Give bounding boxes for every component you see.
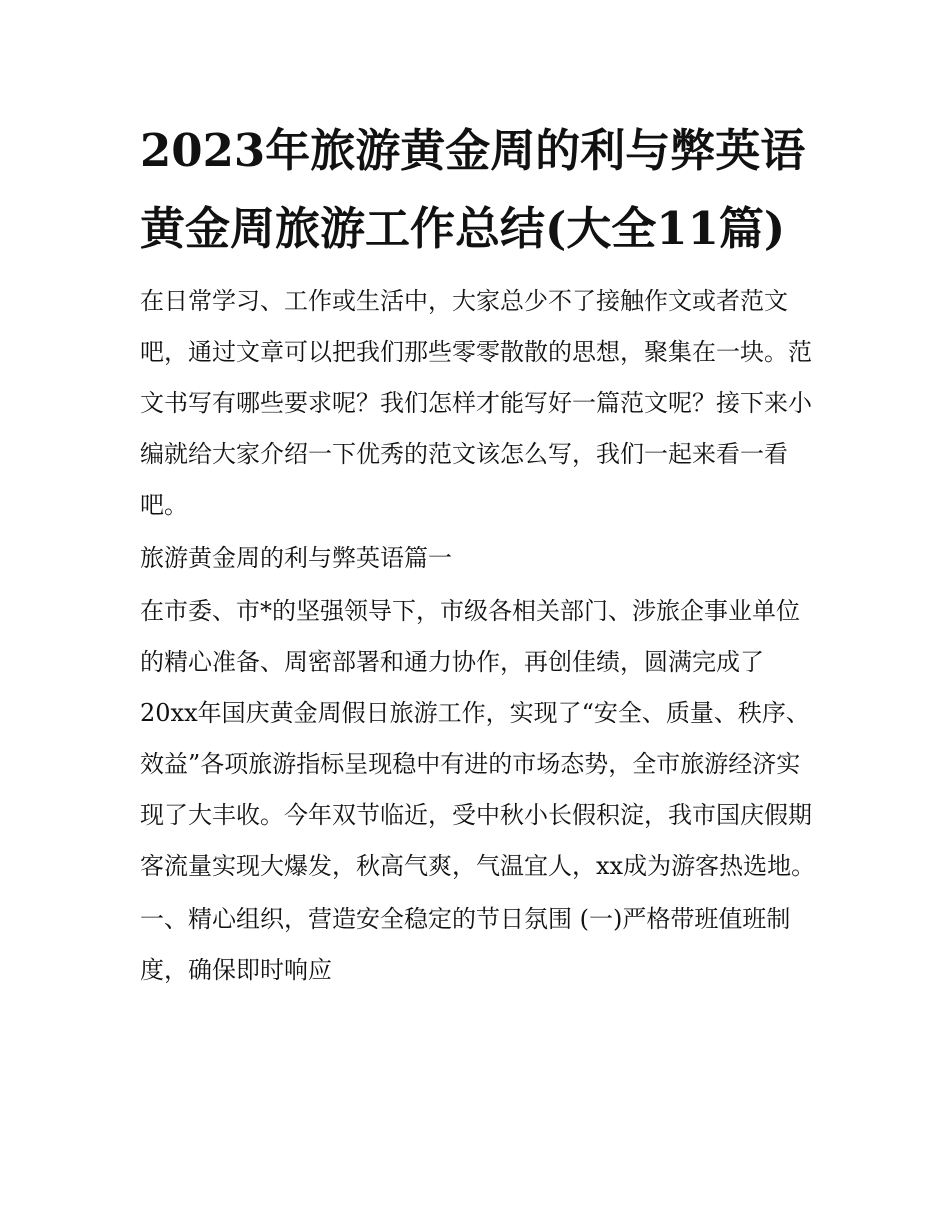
section-heading: 旅游黄金周的利与弊英语篇一 [140,544,452,572]
document-title: 2023年旅游黄金周的利与弊英语 黄金周旅游工作总结(大全11篇) [140,124,806,255]
body-paragraph-2: 一、精心组织，营造安全稳定的节日氛围 (一)严格带班值班制度，确保即时响应 [140,905,791,984]
body-paragraph-1: 在市委、市*的坚强领导下，市级各相关部门、涉旅企事业单位的精心准备、周密部署和通力协作，再创佳绩，圆满完成了20xx年国庆黄金周假日旅游工作，实现了“安全、质量、秩序、效益”各项旅游指标呈现稳中有进的市场态势，全市旅游经济实现了大丰收。今年双节临近，受中秋小长假积淀，我市国庆假期客流量实现大爆发，秋高气爽，气温宜人，xx成为游客热选地。 [140,597,816,880]
document-page [140,112,820,996]
intro-paragraph: 在日常学习、工作或生活中，大家总少不了接触作文或者范文吧，通过文章可以把我们那些零零散散的思想，聚集在一块。范文书写有哪些要求呢？我们怎样才能写好一篇范文呢？接下来小编就给大家介绍一下优秀的范文该怎么写，我们一起来看一看吧。 [140,287,812,519]
